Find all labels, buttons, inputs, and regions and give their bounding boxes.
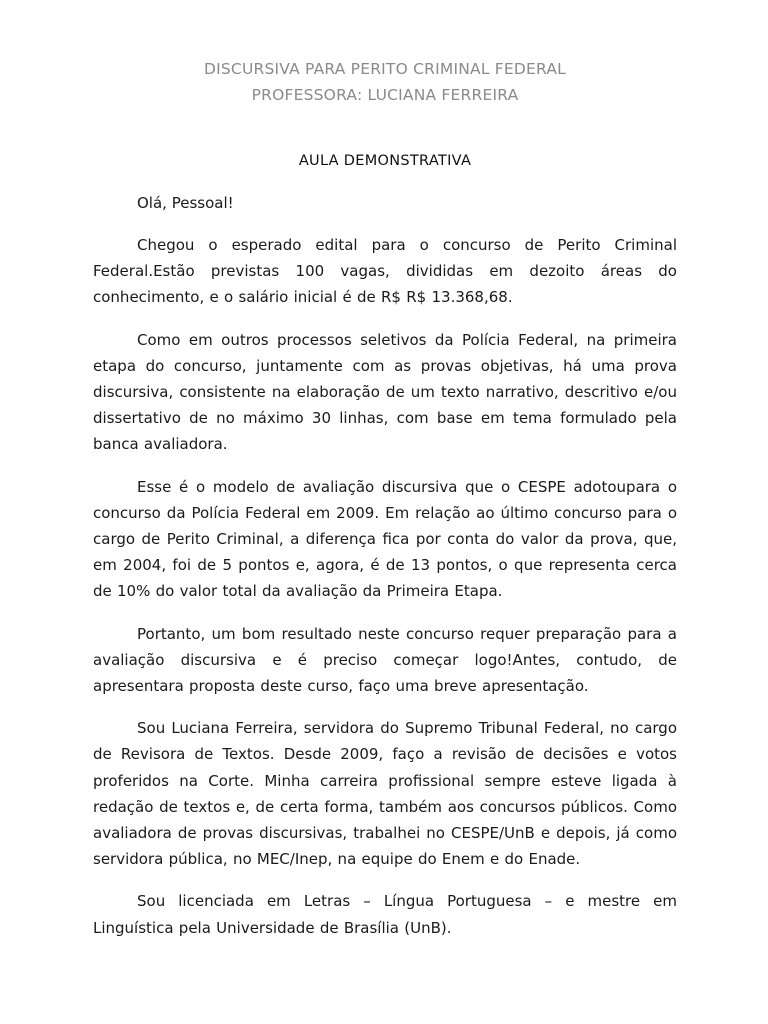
document-title: AULA DEMONSTRATIVA <box>298 153 472 169</box>
paragraph-preparacao: Portanto, um bom resultado neste concurso requer preparação para a avaliação discursiva e é preciso começar logo!Antes, contudo, de apresentara proposta deste curso, faço uma breve apresentação. <box>93 624 677 696</box>
paragraph-edital: Chegou o esperado edital para o concurso de Perito Criminal Federal.Estão previstas 100 vagas, divididas em dezoito áreas do conhecimento, e o salário inicial é de R$ R$ 13.368,68. <box>93 236 677 307</box>
paragraph-formacao: Sou licenciada em Letras – Língua Portuguesa – e mestre em Linguística pela Universidade de Brasília (UnB). <box>93 892 677 937</box>
header-course-title: DISCURSIVA PARA PERITO CRIMINAL FEDERAL <box>203 60 567 78</box>
paragraph-apresentacao: Sou Luciana Ferreira, servidora do Supremo Tribunal Federal, no cargo de Revisora de Textos. Desde 2009, faço a revisão de decisões e votos proferidos na Corte. Minha carreira profissional sempre esteve ligada à redação de textos e, de certa forma, também aos concursos públicos. Como avaliadora de provas discursivas, trabalhei no CESPE/UnB e depois, já como servidora pública, no MEC/Inep, na equipe do Enem e do Enade. <box>93 719 677 869</box>
page-header <box>93 56 677 108</box>
greeting: Olá, Pessoal! <box>137 194 234 212</box>
paragraph-etapa: Como em outros processos seletivos da Polícia Federal, na primeira etapa do concurso, juntamente com as provas objetivas, há uma prova discursiva, consistente na elaboração de um texto narrativo, descritivo e/ou dissertativo de no máximo 30 linhas, com base em tema formulado pela banca avaliadora. <box>93 330 677 454</box>
header-professor: PROFESSORA: LUCIANA FERREIRA <box>251 86 519 104</box>
paragraph-modelo: Esse é o modelo de avaliação discursiva que o CESPE adotoupara o concurso da Polícia Federal em 2009. Em relação ao último concurso para o cargo de Perito Criminal, a diferença fica por conta do valor da prova, que, em 2004, foi de 5 pontos e, agora, é de 13 pontos, o que representa cerca de 10% do valor total da avaliação da Primeira Etapa. <box>93 477 677 601</box>
